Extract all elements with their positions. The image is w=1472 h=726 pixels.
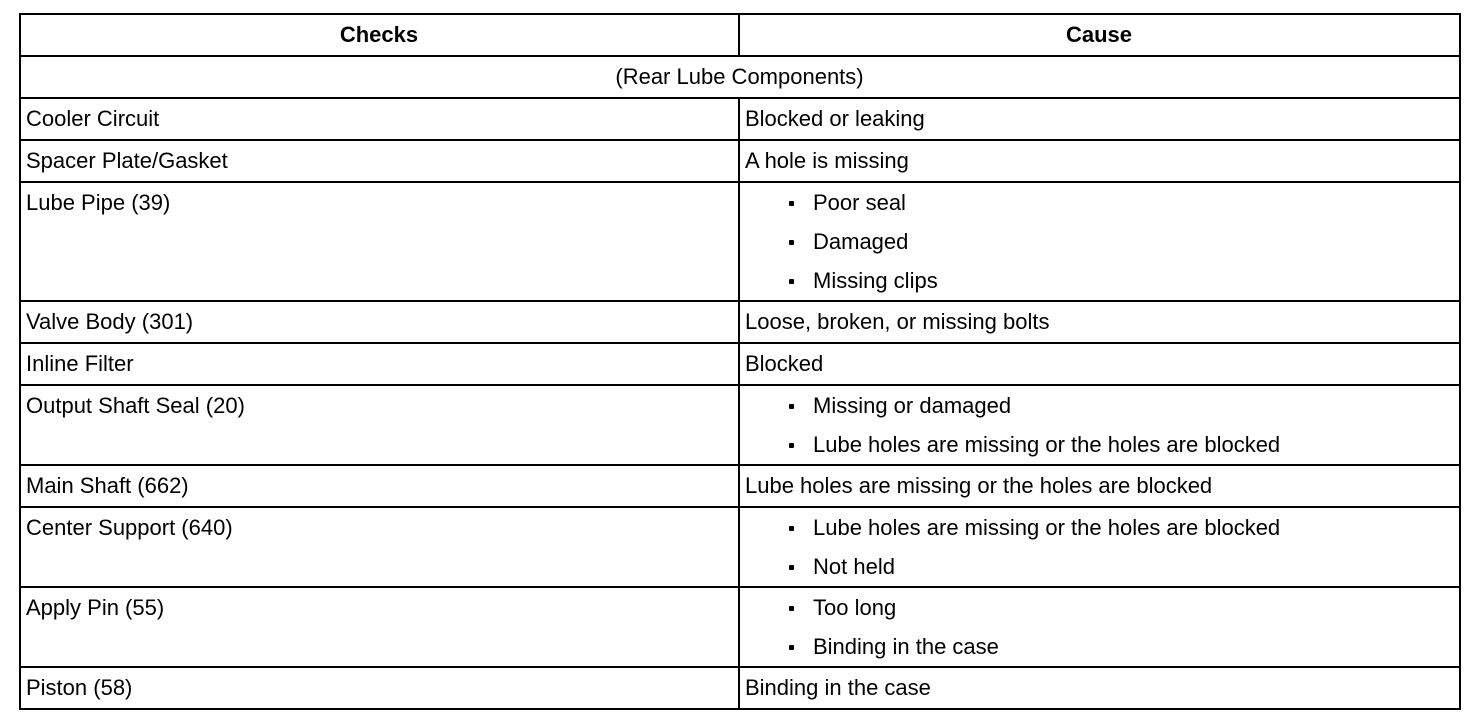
cause-cell: Blocked — [739, 343, 1460, 385]
cause-cell — [739, 587, 1460, 667]
cause-list — [745, 588, 1453, 666]
cause-cell — [739, 182, 1460, 301]
cause-list-item: Not held — [783, 547, 1453, 586]
table-body — [20, 56, 1460, 709]
table-row — [20, 667, 1460, 709]
header-row — [20, 14, 1460, 56]
check-cell: Piston (58) — [20, 667, 739, 709]
check-cell: Inline Filter — [20, 343, 739, 385]
checks-causes-table — [19, 13, 1461, 710]
cause-list — [745, 183, 1453, 300]
check-cell: Spacer Plate/Gasket — [20, 140, 739, 182]
cause-cell: Binding in the case — [739, 667, 1460, 709]
table-row — [20, 507, 1460, 587]
cause-list-item: Missing or damaged — [783, 386, 1453, 425]
table-row — [20, 465, 1460, 507]
table-row — [20, 587, 1460, 667]
check-cell: Center Support (640) — [20, 507, 739, 587]
cause-list-item: Poor seal — [783, 183, 1453, 222]
table-row — [20, 301, 1460, 343]
cause-list — [745, 508, 1453, 586]
section-row — [20, 56, 1460, 98]
table-row — [20, 385, 1460, 465]
cause-header: Cause — [739, 14, 1460, 56]
cause-cell: Loose, broken, or missing bolts — [739, 301, 1460, 343]
check-cell: Output Shaft Seal (20) — [20, 385, 739, 465]
check-cell: Lube Pipe (39) — [20, 182, 739, 301]
check-cell: Cooler Circuit — [20, 98, 739, 140]
cause-cell: Lube holes are missing or the holes are blocked — [739, 465, 1460, 507]
table-row — [20, 343, 1460, 385]
table-row — [20, 182, 1460, 301]
cause-list — [745, 386, 1453, 464]
cause-list-item: Lube holes are missing or the holes are blocked — [783, 508, 1453, 547]
check-cell: Main Shaft (662) — [20, 465, 739, 507]
cause-cell: Blocked or leaking — [739, 98, 1460, 140]
table-row — [20, 140, 1460, 182]
table-row — [20, 98, 1460, 140]
cause-list-item: Binding in the case — [783, 627, 1453, 666]
cause-cell: A hole is missing — [739, 140, 1460, 182]
cause-cell — [739, 507, 1460, 587]
section-title: (Rear Lube Components) — [20, 56, 1460, 98]
cause-list-item: Lube holes are missing or the holes are blocked — [783, 425, 1453, 464]
check-cell: Apply Pin (55) — [20, 587, 739, 667]
checks-header: Checks — [20, 14, 739, 56]
cause-cell — [739, 385, 1460, 465]
cause-list-item: Damaged — [783, 222, 1453, 261]
check-cell: Valve Body (301) — [20, 301, 739, 343]
cause-list-item: Too long — [783, 588, 1453, 627]
cause-list-item: Missing clips — [783, 261, 1453, 300]
